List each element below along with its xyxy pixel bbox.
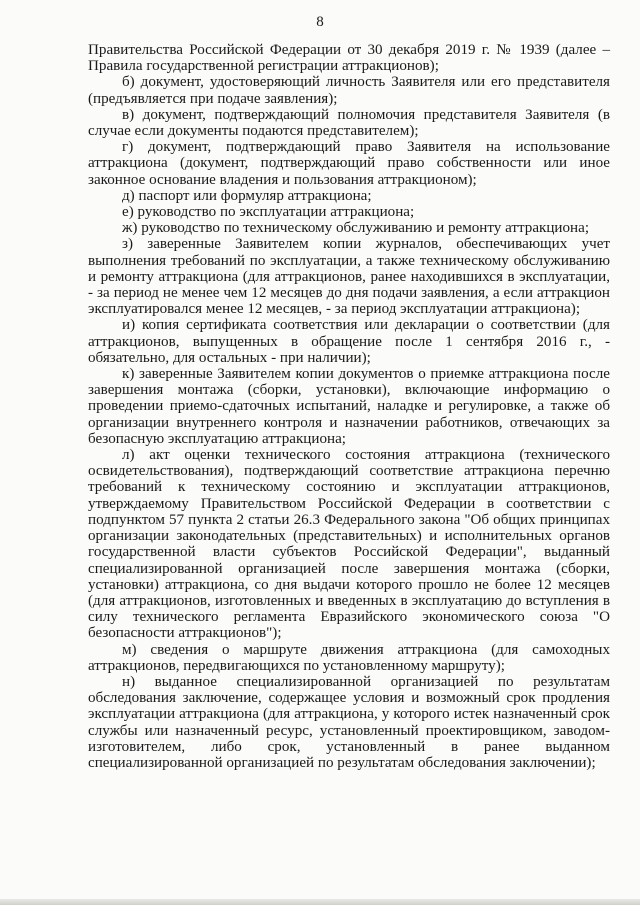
list-item-v: в) документ, подтверждающий полномочия представителя Заявителя (в случае если документы подаются представителем); xyxy=(88,106,610,140)
list-item-e: е) руководство по эксплуатации аттракциона; xyxy=(122,204,415,221)
list-item-m: м) сведения о маршруте движения аттракциона (для самоходных аттракционов, передвигающихся по установленному маршруту); xyxy=(88,641,610,674)
page-bottom-edge xyxy=(0,899,640,905)
list-item-zh: ж) руководство по техническому обслуживанию и ремонту аттракциона; xyxy=(122,220,590,237)
list-item-k: к) заверенные Заявителем копии документов о приемке аттракциона после завершения монтажа (сборки, установки), включающие информацию о проведении приемо-сдаточных испытаний, наладке и регулировке, а также об организации внутреннего контроля и назначении работников, отвечающих за безопасную эксплуатацию аттракциона; xyxy=(88,366,610,447)
paragraph-continuation: Правительства Российской Федерации от 30 декабря 2019 г. № 1939 (далее – Правила государственной регистрации аттракционов); xyxy=(88,42,610,75)
document-body xyxy=(88,42,610,771)
list-item-b: б) документ, удостоверяющий личность Заявителя или его представителя (предъявляется при подаче заявления); xyxy=(88,74,610,107)
list-item-l: л) акт оценки технического состояния аттракциона (технического освидетельствования), подтверждающий соответствие аттракциона перечню требований к техническому состоянию и эксплуатации аттракционов, утверждаемому Правительством Российской Федерации в соответствии с подпунктом 57 пункта 2 статьи 26.3 Федерального закона "Об общих принципах организации законодательных (представительных) и исполнительных органов государственной власти субъектов Российской Федерации", выданный специализированной организацией после завершения монтажа (сборки, установки) аттракциона, со дня выдачи которого прошло не более 12 месяцев (для аттракционов, изготовленных и введенных в эксплуатацию до вступления в силу технического регламента Евразийского экономического союза "О безопасности аттракционов"); xyxy=(88,447,610,642)
list-item-z: з) заверенные Заявителем копии журналов, обеспечивающих учет выполнения требований по эксплуатации, а также техническому обслуживанию и ремонту аттракциона (для аттракционов, ранее находившихся в эксплуатации, - за период не менее чем 12 месяцев до дня подачи заявления, а если аттракцион эксплуатировался менее 12 месяцев, - за период эксплуатации аттракциона); xyxy=(88,236,610,318)
list-item-n: н) выданное специализированной организацией по результатам обследования заключение, содержащее условия и возможный срок продления эксплуатации аттракциона (для аттракциона, у которого истек назначенный срок службы или назначенный ресурс, установленный проектировщиком, заводом-изготовителем, либо срок, установленный в ранее выданном специализированной организацией по результатам обследования заключении); xyxy=(88,673,610,771)
list-item-d: д) паспорт или формуляр аттракциона; xyxy=(122,187,372,204)
page-number: 8 xyxy=(316,14,324,30)
list-item-g: г) документ, подтверждающий право Заявителя на использование аттракциона (документ, подтверждающий право собственности или иное законное основание владения и пользования аттракционом); xyxy=(88,139,610,188)
list-item-i: и) копия сертификата соответствия или декларации о соответствии (для аттракционов, выпущенных в обращение после 1 сентября 2016 г., - обязательно, для остальных - при наличии); xyxy=(88,317,610,366)
